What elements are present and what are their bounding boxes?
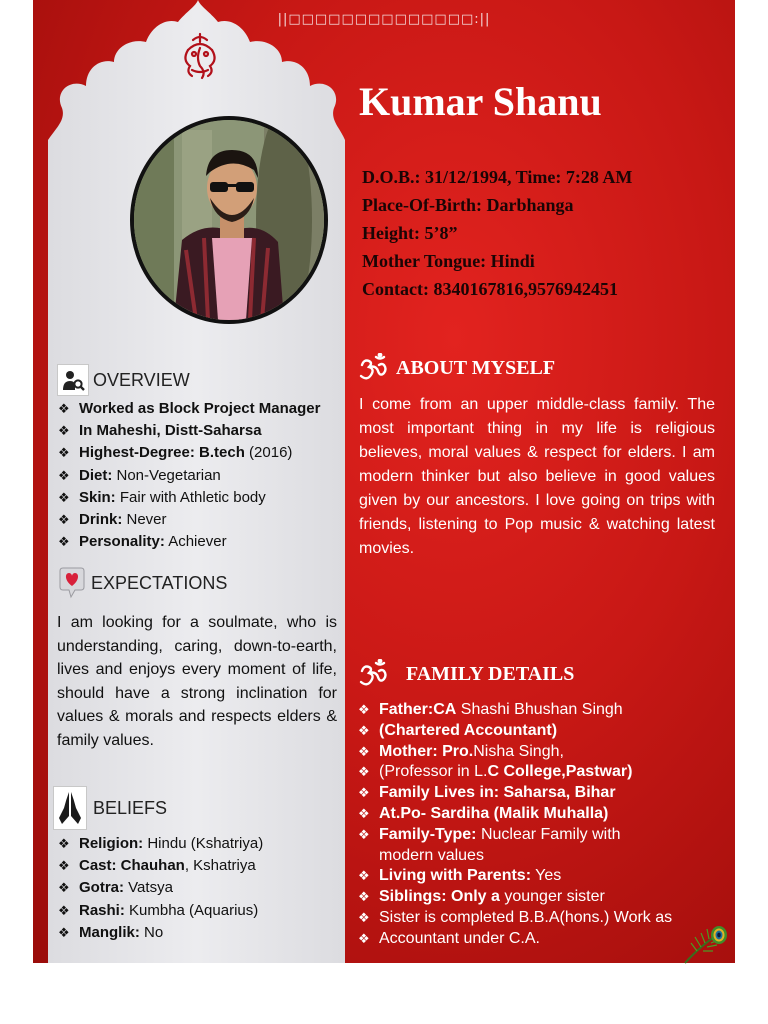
peacock-feather-icon [683,925,728,965]
beliefs-list [58,833,263,944]
beliefs-heading-label: BELIEFS [93,797,168,818]
family-heading-label: FAMILY DETAILS [406,662,575,685]
overview-heading [57,364,190,396]
beliefs-heading [53,786,167,830]
overview-list [58,398,320,553]
about-text: I come from an upper middle-class family. The most important thing in my life is religious believes, moral values & respect for elders. I am modern thinker but also believe in good values given by our ancestors. I love going on trips with friends, listening to Pop music & watching latest movies. [359,396,715,557]
list-item: ❖ Rashi: Kumbha (Aquarius) [58,901,259,919]
list-item: ❖ In Maheshi, Distt-Saharsa [58,422,262,440]
list-item: ❖ (Chartered Accountant) [358,721,558,739]
om-icon [358,659,388,689]
family-list [358,700,728,950]
detail-birthplace: Place-Of-Birth: Darbhanga [362,195,574,215]
expectations-heading [57,567,227,599]
list-item: ❖ Diet: Non-Vegetarian [58,466,221,484]
list-item: ❖ Highest-Degree: B.tech (2016) [58,444,293,462]
list-item: ❖ Religion: Hindu (Kshatriya) [58,835,264,852]
overview-heading-label: OVERVIEW [93,369,190,390]
list-item: ❖ Skin: Fair with Athletic body [58,488,266,506]
list-item: ❖ Worked as Block Project Manager [58,400,321,417]
ganesh-icon [178,30,222,80]
list-item: ❖ Father:CA Shashi Bhushan Singh [358,701,623,718]
list-item: ❖ Manglik: No [58,923,164,941]
about-heading [358,353,555,383]
list-item: ❖ Mother: Pro.Nisha Singh, [358,742,564,760]
list-item: ❖ Sister is completed B.B.A(hons.) Work as [358,908,673,926]
list-item: ❖ Drink: Never [58,511,167,529]
profile-photo [130,116,328,324]
heart-speech-icon [57,567,87,599]
list-item: ❖ Family Lives in: Saharsa, Bihar [358,784,616,802]
detail-height: Height: 5’8” [362,223,458,243]
detail-contact: Contact: 8340167816,9576942451 [362,279,618,299]
family-heading [358,659,574,689]
list-item: ❖ (Professor in L.C College,Pastwar) [358,763,633,781]
list-item: ❖ At.Po- Sardiha (Malik Muhalla) [358,804,609,822]
om-icon [358,353,388,383]
about-heading-label: ABOUT MYSELF [396,356,556,379]
detail-dob: D.O.B.: 31/12/1994, Time: 7:28 AM [362,167,633,187]
detail-mother-tongue: Mother Tongue: Hindi [362,251,535,271]
top-mantra-line: ||□□□□□□□□□□□□□□:|| [277,12,491,27]
list-item: ❖ Siblings: Only a younger sister [358,888,605,906]
list-item: ❖ Accountant under C.A. [358,929,540,947]
expectations-text: I am looking for a soulmate, who is understanding, caring, down-to-earth, lives and enjoys every moment of life, should have a strong inclination for values & morals and respects elders & family values. [57,614,337,749]
list-item: ❖ Cast: Chauhan, Kshatriya [58,857,256,875]
user-search-icon [57,364,89,396]
list-item: ❖ Gotra: Vatsya [58,879,173,897]
list-item: ❖ Personality: Achiever [58,533,227,551]
profile-name: Kumar Shanu [359,79,602,124]
list-item: ❖ Living with Parents: Yes [358,867,562,885]
expectations-heading-label: EXPECTATIONS [91,572,228,593]
personal-details [362,163,632,303]
praying-hands-icon [53,786,87,830]
list-item: ❖ Family-Type: Nuclear Family with modern values [358,825,621,864]
